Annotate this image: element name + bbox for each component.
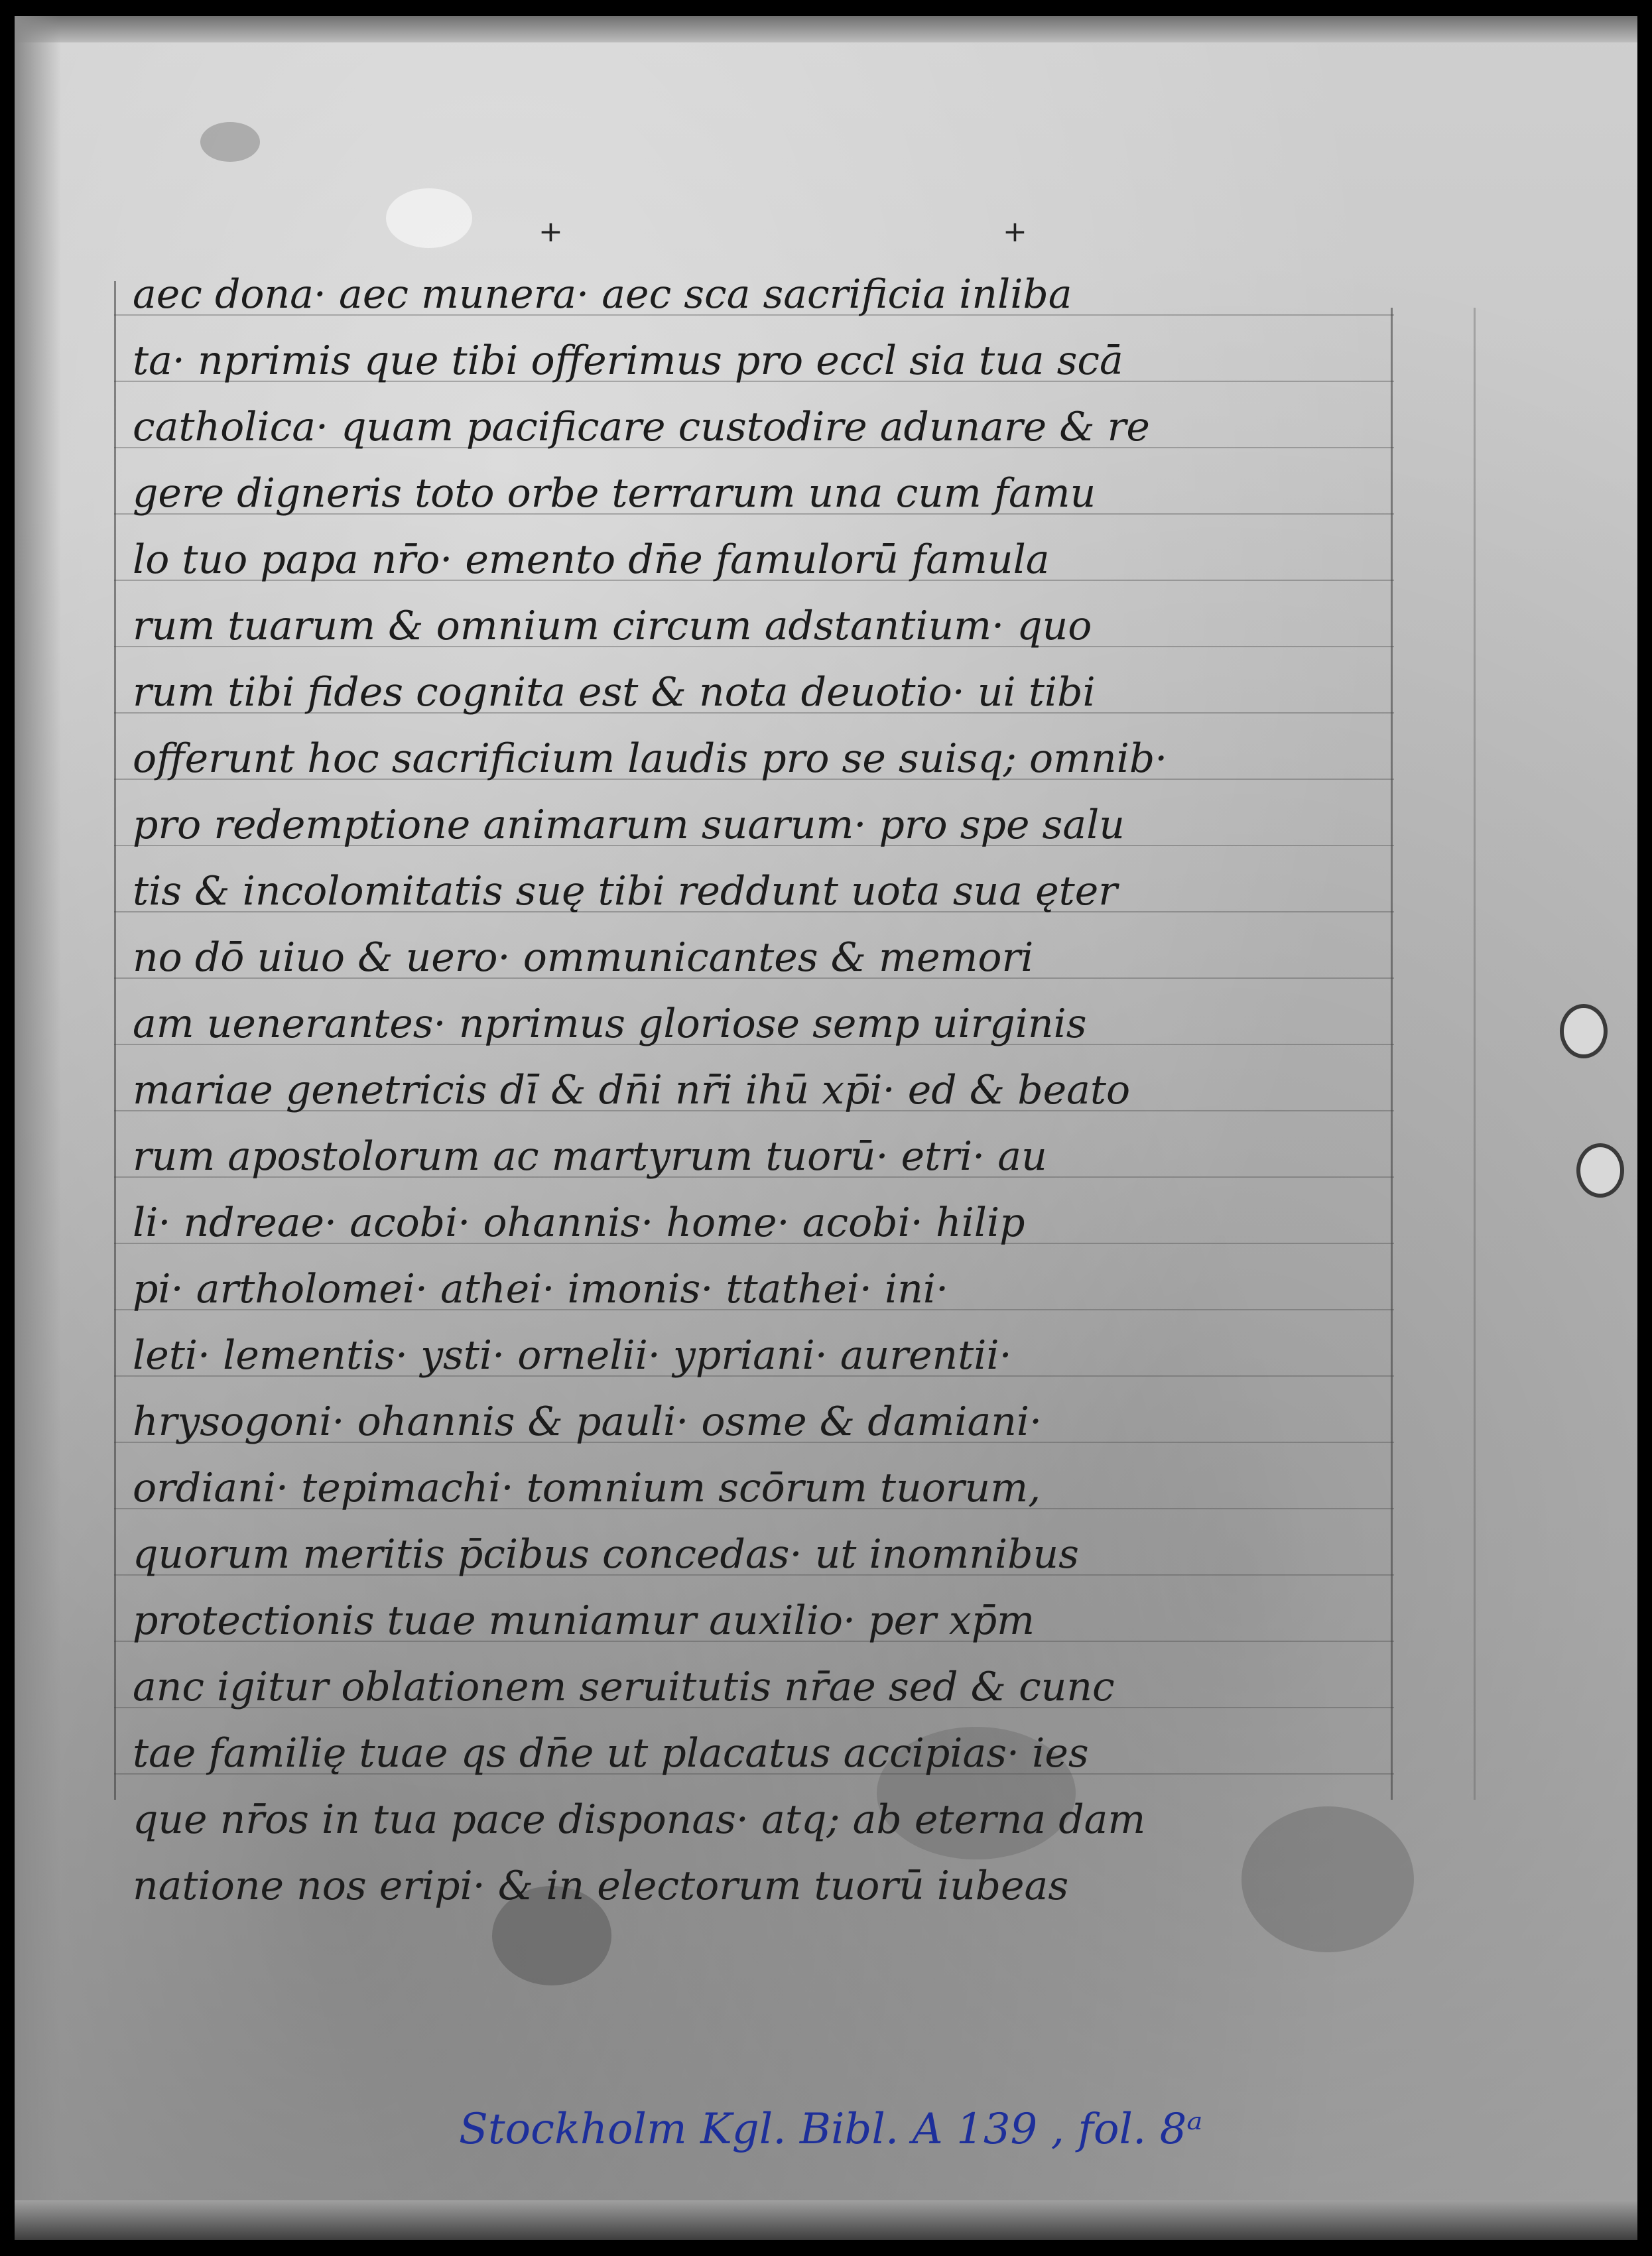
manuscript-line: leti· lementis· ysti· ornelii· ypriani· aurentii· (133, 1332, 1012, 1379)
manuscript-line: tis & incolomitatis suę tibi reddunt uota sua ęter (133, 868, 1117, 914)
manuscript-line: aec dona· aec munera· aec sca sacrificia inliba (133, 271, 1072, 318)
manuscript-line: lo tuo papa nr̄o· emento dn̄e famulorū famula (133, 536, 1050, 583)
top-shadow-strip (15, 16, 1637, 42)
manuscript-line: hrysogoni· ohannis & pauli· osme & damiani· (133, 1399, 1043, 1445)
manuscript-line: li· ndreae· acobi· ohannis· home· acobi· hilip (133, 1200, 1025, 1246)
ink-stain (386, 188, 472, 248)
outer-margin-ruling (1474, 308, 1476, 1800)
manuscript-line: catholica· quam pacificare custodire adunare & re (133, 404, 1150, 450)
ink-stain (200, 122, 260, 162)
binding-hole (1560, 1004, 1608, 1058)
manuscript-line: pi· artholomei· athei· imonis· ttathei· ini· (133, 1266, 949, 1312)
left-page-edge (15, 16, 61, 2240)
manuscript-line: tae familię tuae qs dn̄e ut placatus accipias· ies (133, 1730, 1089, 1777)
manuscript-line: gere digneris toto orbe terrarum una cum famu (133, 470, 1096, 517)
manuscript-line: anc igitur oblationem seruitutis nr̄ae sed & cunc (133, 1664, 1115, 1710)
manuscript-line: quorum meritis p̄cibus concedas· ut inomnibus (133, 1531, 1079, 1578)
manuscript-line: mariae genetricis dī & dn̄i nr̄i ihū xp̄i· ed & beato (133, 1067, 1131, 1113)
cross-mark: + (1003, 215, 1027, 249)
manuscript-line: no dō uiuo & uero· ommunicantes & memori (133, 934, 1034, 981)
manuscript-line: am uenerantes· nprimus gloriose semp uirginis (133, 1001, 1087, 1047)
manuscript-line: protectionis tuae muniamur auxilio· per xp̄m (133, 1598, 1035, 1644)
manuscript-line: que nr̄os in tua pace disponas· atq; ab eterna dam (133, 1796, 1146, 1843)
manuscript-line: natione nos eripi· & in electorum tuorū iubeas (133, 1863, 1069, 1909)
manuscript-line: offerunt hoc sacrificium laudis pro se suisq; omnib· (133, 735, 1168, 782)
manuscript-line: pro redemptione animarum suarum· pro spe salu (133, 802, 1125, 848)
manuscript-text (133, 261, 1426, 1919)
left-margin-ruling (114, 281, 116, 1800)
manuscript-line: rum tibi fides cognita est & nota deuotio· ui tibi (133, 669, 1096, 716)
binding-hole (1576, 1143, 1624, 1198)
manuscript-line: ordiani· tepimachi· tomnium scōrum tuorum, (133, 1465, 1041, 1511)
manuscript-line: ta· nprimis que tibi offerimus pro eccl sia tua scā (133, 338, 1123, 384)
manuscript-photograph (15, 16, 1637, 2240)
cross-mark: + (539, 215, 563, 249)
bottom-shadow-strip (15, 2200, 1637, 2240)
manuscript-line: rum apostolorum ac martyrum tuorū· etri· au (133, 1133, 1047, 1180)
manuscript-line: rum tuarum & omnium circum adstantium· quo (133, 603, 1092, 649)
shelfmark-annotation: Stockholm Kgl. Bibl. A 139 , fol. 8ᵃ (459, 2105, 1203, 2154)
